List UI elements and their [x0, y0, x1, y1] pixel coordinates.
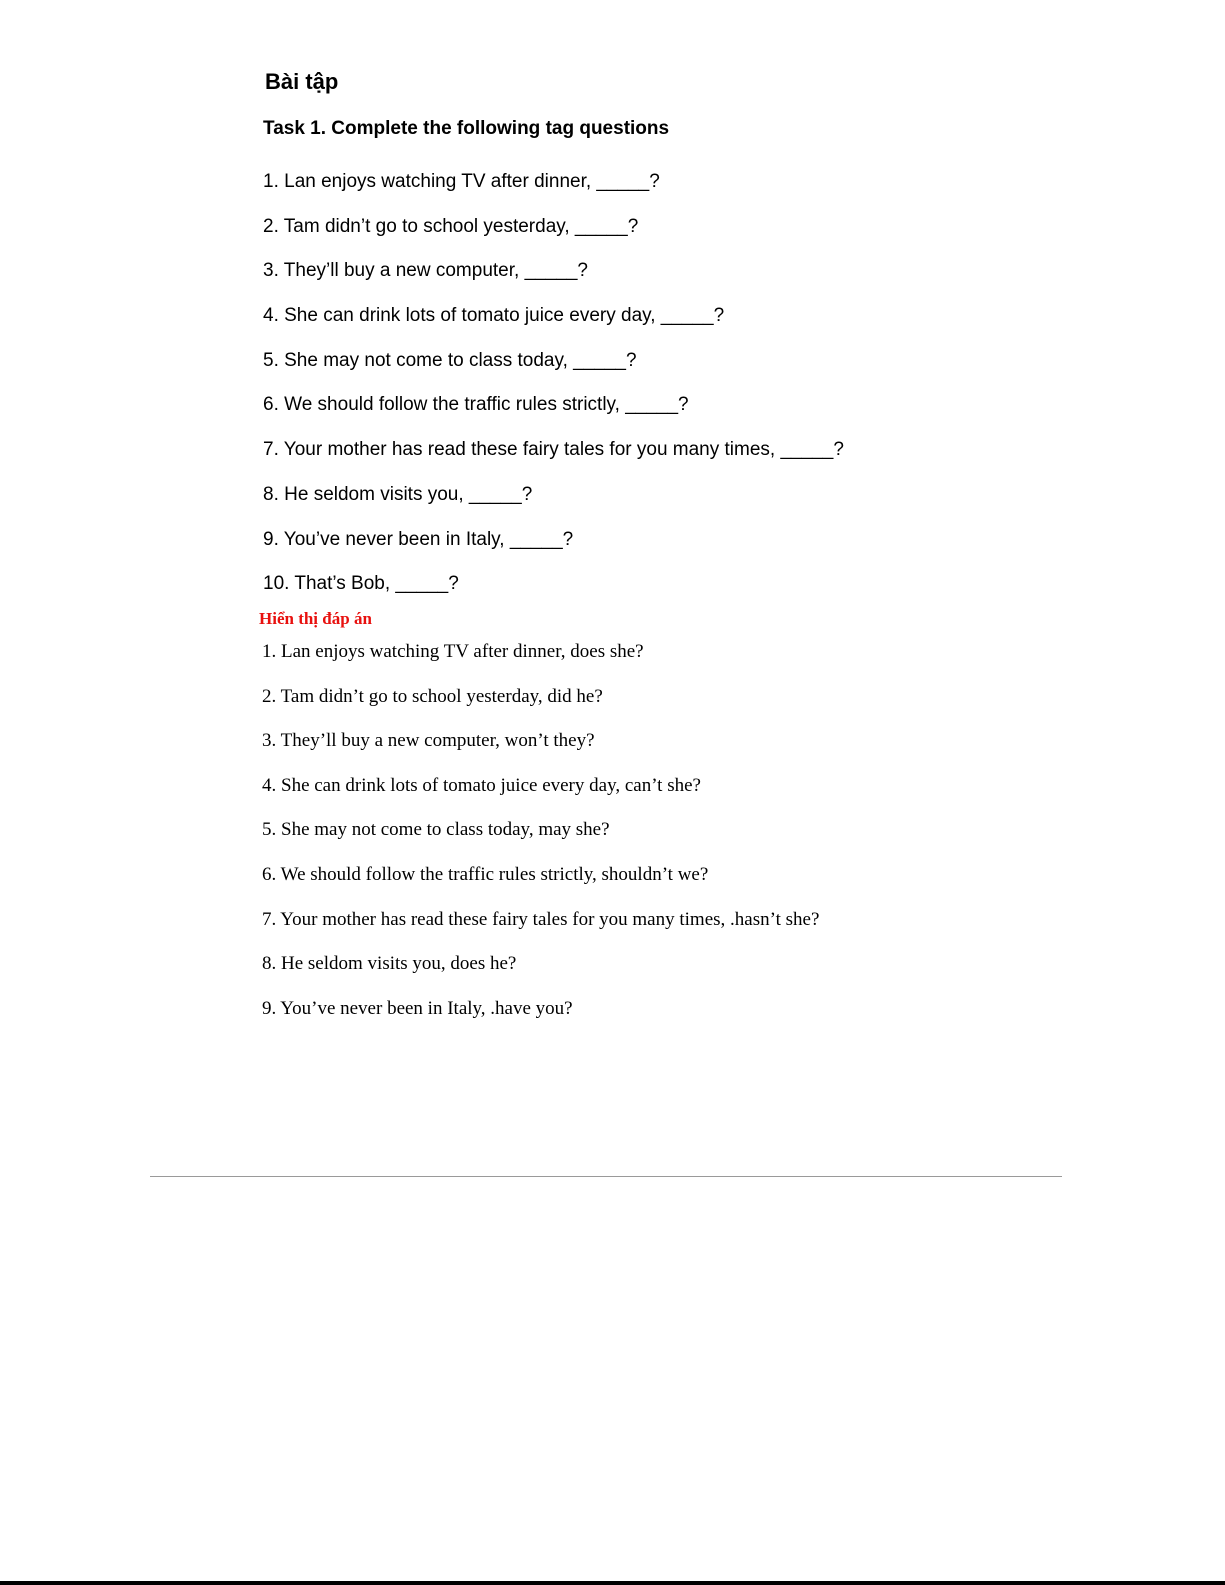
answer-list [262, 639, 819, 1040]
answer-item: 2. Tam didn’t go to school yesterday, did he? [262, 685, 603, 707]
question-item: 2. Tam didn’t go to school yesterday, _____? [263, 215, 639, 237]
answer-item: 9. You’ve never been in Italy, .have you? [262, 997, 573, 1019]
question-item: 6. We should follow the traffic rules strictly, _____? [263, 394, 689, 416]
answer-item: 4. She can drink lots of tomato juice every day, can’t she? [262, 774, 701, 796]
answer-item: 3. They’ll buy a new computer, won’t they? [262, 730, 595, 752]
question-item: 5. She may not come to class today, _____? [263, 349, 637, 371]
question-item: 8. He seldom visits you, _____? [263, 483, 533, 505]
page-title: Bài tập [265, 69, 339, 94]
question-list [263, 168, 844, 615]
task-heading: Task 1. Complete the following tag questions [263, 118, 670, 139]
answer-item: 8. He seldom visits you, does he? [262, 953, 517, 975]
answer-item: 5. She may not come to class today, may she? [262, 819, 610, 841]
bottom-border [0, 1581, 1225, 1585]
question-item: 4. She can drink lots of tomato juice every day, _____? [263, 305, 725, 327]
answer-item: 7. Your mother has read these fairy tales for you many times, .hasn’t she? [262, 908, 820, 930]
question-item: 9. You’ve never been in Italy, _____? [263, 528, 574, 550]
question-item: 7. Your mother has read these fairy tales for you many times, _____? [263, 439, 844, 461]
question-item: 1. Lan enjoys watching TV after dinner, _____? [263, 171, 660, 192]
answer-item: 1. Lan enjoys watching TV after dinner, does she? [262, 641, 644, 662]
question-item: 10. That’s Bob, _____? [263, 573, 459, 595]
answer-item: 6. We should follow the traffic rules strictly, shouldn’t we? [262, 863, 709, 885]
page-divider [150, 1176, 1062, 1177]
show-answers-link[interactable]: Hiển thị đáp án [259, 609, 372, 628]
question-item: 3. They’ll buy a new computer, _____? [263, 260, 588, 282]
